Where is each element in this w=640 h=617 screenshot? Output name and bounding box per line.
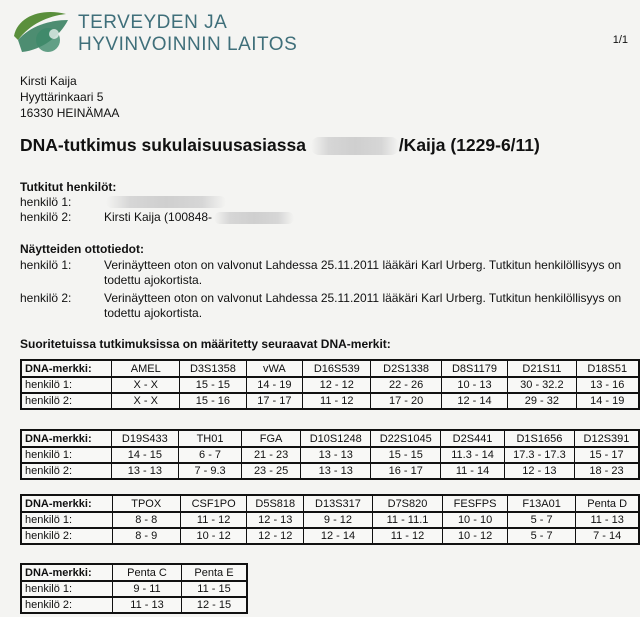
p1-value-cell: 12 - 13 [247, 512, 304, 528]
marker-name-cell: D22S1045 [371, 430, 441, 447]
p1-value-cell: 14 - 15 [111, 447, 179, 463]
marker-name-cell: Penta E [182, 564, 248, 581]
table-row [21, 581, 247, 597]
page-number: 1/1 [612, 34, 628, 46]
dna-table-4 [20, 563, 248, 614]
p1-value-cell: 17.3 - 17.3 [504, 447, 574, 463]
table-row [21, 463, 639, 480]
subject-2-value: Kirsti Kaija (100848- [104, 210, 294, 224]
recipient-address [20, 73, 119, 121]
p2-value-cell: 11 - 14 [441, 463, 505, 480]
marker-name-cell: vWA [246, 360, 302, 377]
marker-name-cell: Penta C [113, 564, 182, 581]
redacted-subject-1 [106, 196, 226, 208]
table-row [21, 564, 247, 581]
marker-name-cell: D2S1338 [371, 360, 441, 377]
p1-value-cell: 21 - 23 [241, 447, 300, 463]
subject-2-row [20, 210, 213, 224]
p1-value-cell: 9 - 11 [113, 581, 182, 597]
marker-name-cell: Penta D [576, 495, 639, 512]
p1-value-cell: 13 - 13 [301, 447, 371, 463]
p2-value-cell: 5 - 7 [507, 528, 575, 545]
marker-name-cell: TPOX [112, 495, 180, 512]
p2-value-cell: 17 - 17 [246, 393, 302, 410]
p1-value-cell: 11 - 13 [576, 512, 639, 528]
recipient-city: 16330 HEINÄMAA [20, 106, 120, 120]
p1-value-cell: 22 - 26 [371, 377, 441, 393]
row-label: henkilö 2: [21, 463, 111, 480]
redacted-name [311, 137, 399, 155]
row-label: henkilö 1: [21, 377, 112, 393]
row-label: henkilö 2: [21, 597, 113, 614]
sampling-1-text: Verinäytteen oton on valvonut Lahdessa 25.11.2011 lääkäri Karl Urberg. Tutkitun henkilöllisyys on todettu ajokortista. [104, 258, 622, 287]
p1-value-cell: 6 - 7 [179, 447, 242, 463]
marker-name-cell: D18S51 [576, 360, 639, 377]
marker-name-cell: F13A01 [507, 495, 575, 512]
p1-value-cell: X - X [112, 377, 180, 393]
p2-value-cell: 29 - 32 [508, 393, 576, 410]
table-row [21, 377, 639, 393]
table-row [21, 495, 639, 512]
p2-value-cell: 10 - 12 [180, 528, 247, 545]
p2-value-cell: 12 - 14 [441, 393, 507, 410]
marker-name-cell: D16S539 [303, 360, 371, 377]
p1-value-cell: 15 - 15 [180, 377, 246, 393]
p1-value-cell: 11 - 12 [180, 512, 247, 528]
marker-name-cell: D2S441 [441, 430, 505, 447]
p1-value-cell: 8 - 8 [112, 512, 180, 528]
p2-value-cell: 17 - 20 [371, 393, 441, 410]
p1-value-cell: 9 - 12 [304, 512, 373, 528]
p2-value-cell: 12 - 14 [304, 528, 373, 545]
p2-value-cell: 12 - 15 [182, 597, 248, 614]
p1-value-cell: 15 - 17 [574, 447, 639, 463]
p1-value-cell: 13 - 16 [576, 377, 639, 393]
marker-name-cell: FGA [241, 430, 300, 447]
marker-name-cell: D21S11 [508, 360, 576, 377]
marker-name-cell: D1S1656 [504, 430, 574, 447]
dna-table-1 [20, 359, 640, 410]
p1-value-cell: 30 - 32.2 [508, 377, 576, 393]
table-row [21, 512, 639, 528]
p2-value-cell: 13 - 13 [111, 463, 179, 480]
title-suffix: /Kaija (1229-6/11) [398, 135, 540, 155]
table-row [21, 447, 639, 463]
p2-value-cell: 12 - 12 [247, 528, 304, 545]
title-prefix: DNA-tutkimus sukulaisuusasiassa [20, 135, 306, 155]
table-row [21, 597, 247, 614]
sampling-2-row [20, 291, 622, 320]
p1-value-cell: 5 - 7 [507, 512, 575, 528]
p2-value-cell: 16 - 17 [371, 463, 441, 480]
row-label: henkilö 2: [21, 528, 112, 545]
row-label: henkilö 1: [21, 512, 112, 528]
recipient-name: Kirsti Kaija [20, 74, 77, 88]
p2-value-cell: 15 - 16 [180, 393, 246, 410]
row-label: henkilö 1: [21, 447, 111, 463]
dna-table-2 [20, 429, 640, 480]
document-title [20, 135, 540, 156]
p2-value-cell: X - X [112, 393, 180, 410]
p2-value-cell: 8 - 9 [112, 528, 180, 545]
table-row [21, 430, 639, 447]
p2-value-cell: 23 - 25 [241, 463, 300, 480]
org-name-line1: TERVEYDEN JA [78, 12, 228, 33]
p1-value-cell: 12 - 12 [303, 377, 371, 393]
marker-name-cell: D19S433 [111, 430, 179, 447]
p1-value-cell: 14 - 19 [246, 377, 302, 393]
subject-1-row [20, 195, 118, 209]
marker-name-cell: D7S820 [372, 495, 442, 512]
sampling-1-label: henkilö 1: [20, 258, 72, 272]
recipient-street: Hyyttärinkaari 5 [20, 90, 104, 104]
p2-value-cell: 11 - 13 [113, 597, 182, 614]
p2-value-cell: 7 - 9.3 [179, 463, 242, 480]
org-name-line2: HYVINVOINNIN LAITOS [78, 34, 298, 55]
redacted-id [214, 212, 294, 224]
table-header-label: DNA-merkki: [21, 430, 111, 447]
thl-logo [8, 6, 72, 58]
sampling-1-row [20, 258, 622, 287]
subject-1-label: henkilö 1: [20, 195, 72, 209]
table-row [21, 393, 639, 410]
subject-2-label: henkilö 2: [20, 210, 72, 224]
table-header-label: DNA-merkki: [21, 564, 113, 581]
p1-value-cell: 15 - 15 [371, 447, 441, 463]
marker-name-cell: FESFPS [443, 495, 508, 512]
p2-value-cell: 12 - 13 [504, 463, 574, 480]
row-label: henkilö 1: [21, 581, 113, 597]
sampling-2-label: henkilö 2: [20, 291, 72, 305]
markers-heading: Suoritetuissa tutkimuksissa on määritetty seuraavat DNA-merkit: [20, 337, 391, 351]
marker-name-cell: D8S1179 [441, 360, 507, 377]
sampling-2-text: Verinäytteen oton on valvonut Lahdessa 25.11.2011 lääkäri Karl Urberg. Tutkitun henkilöllisyys on todettu ajokortista. [104, 291, 622, 320]
p2-value-cell: 7 - 14 [576, 528, 639, 545]
sampling-heading: Näytteiden ottotiedot: [20, 242, 144, 256]
marker-name-cell: CSF1PO [180, 495, 247, 512]
p2-value-cell: 11 - 12 [372, 528, 442, 545]
p1-value-cell: 11 - 15 [182, 581, 248, 597]
marker-name-cell: D5S818 [247, 495, 304, 512]
marker-name-cell: D3S1358 [180, 360, 246, 377]
subjects-heading: Tutkitut henkilöt: [20, 180, 117, 194]
p2-value-cell: 11 - 12 [303, 393, 371, 410]
table-header-label: DNA-merkki: [21, 360, 112, 377]
p2-value-cell: 14 - 19 [576, 393, 639, 410]
p2-value-cell: 10 - 12 [443, 528, 508, 545]
table-row [21, 528, 639, 545]
marker-name-cell: D12S391 [574, 430, 639, 447]
marker-name-cell: D13S317 [304, 495, 373, 512]
marker-name-cell: AMEL [112, 360, 180, 377]
p2-value-cell: 18 - 23 [574, 463, 639, 480]
p1-value-cell: 10 - 13 [441, 377, 507, 393]
dna-table-3 [20, 494, 640, 545]
row-label: henkilö 2: [21, 393, 112, 410]
marker-name-cell: D10S1248 [301, 430, 371, 447]
p1-value-cell: 11.3 - 14 [441, 447, 505, 463]
table-row [21, 360, 639, 377]
p1-value-cell: 10 - 10 [443, 512, 508, 528]
marker-name-cell: TH01 [179, 430, 242, 447]
p1-value-cell: 11 - 11.1 [372, 512, 442, 528]
table-header-label: DNA-merkki: [21, 495, 112, 512]
p2-value-cell: 13 - 13 [301, 463, 371, 480]
